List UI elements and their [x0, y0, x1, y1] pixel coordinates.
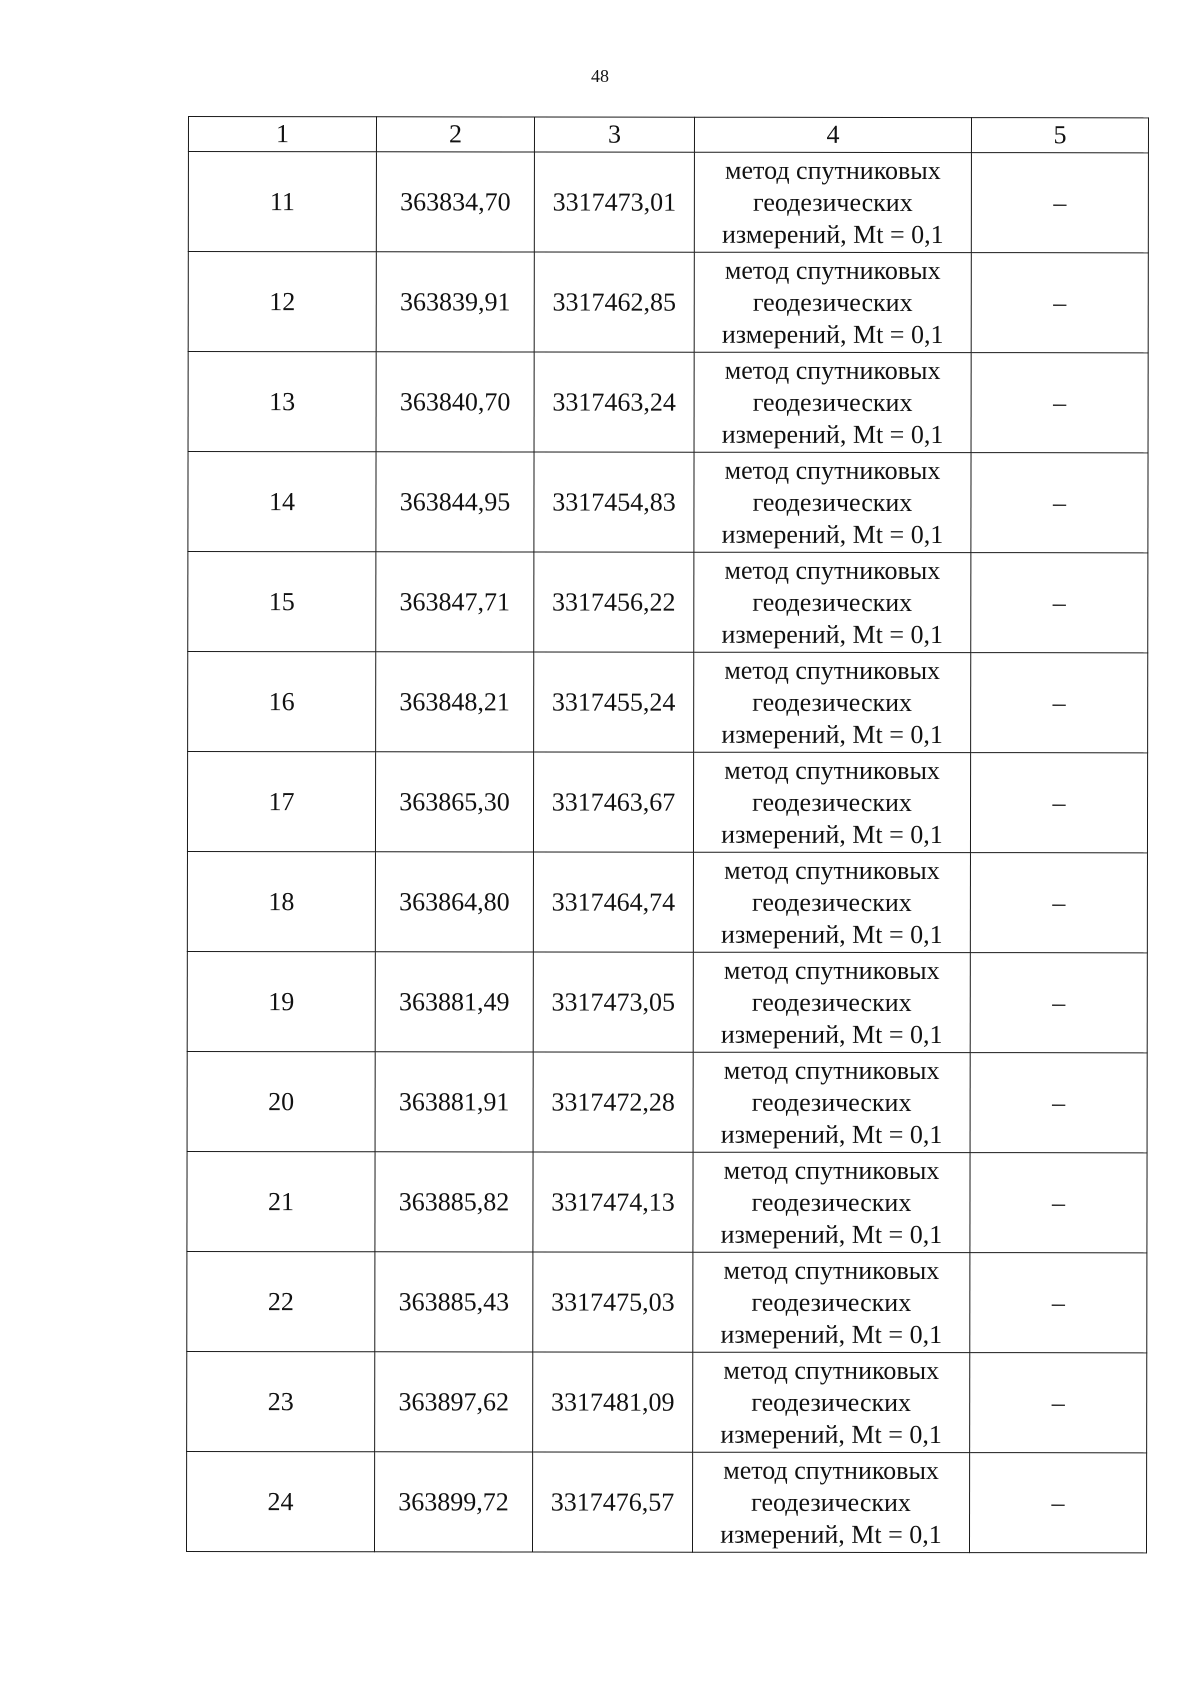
method-text-line: измерений, Mt = 0,1 [720, 1219, 943, 1249]
point-number-cell: 12 [188, 252, 376, 352]
header-row [188, 117, 1148, 153]
method-text-line: геодезических [752, 687, 913, 717]
method-cell [693, 1052, 970, 1152]
table-body [186, 152, 1148, 1553]
method-cell [694, 452, 971, 552]
note-cell: – [971, 253, 1148, 353]
method-text-line: метод спутниковых [724, 555, 941, 585]
method-cell [694, 552, 971, 652]
method-cell [693, 752, 970, 852]
note-cell: – [969, 1453, 1146, 1553]
note-cell: – [971, 653, 1148, 753]
x-coordinate-cell: 363899,72 [374, 1452, 532, 1552]
note-cell: – [971, 553, 1148, 653]
y-coordinate-cell: 3317474,13 [533, 1152, 693, 1252]
x-coordinate-cell: 363847,71 [376, 552, 534, 652]
y-coordinate-cell: 3317462,85 [534, 252, 694, 352]
x-coordinate-cell: 363897,62 [375, 1352, 533, 1452]
method-cell [694, 252, 971, 352]
x-coordinate-cell: 363848,21 [376, 652, 534, 752]
table-row [187, 1051, 1147, 1152]
y-coordinate-cell: 3317472,28 [533, 1052, 693, 1152]
table-row [187, 852, 1147, 953]
y-coordinate-cell: 3317464,74 [533, 852, 693, 952]
method-text-line: измерений, Mt = 0,1 [721, 519, 944, 549]
method-text-line: метод спутниковых [723, 1255, 940, 1285]
table-row [187, 1151, 1147, 1252]
method-text-line: геодезических [752, 787, 912, 817]
note-cell: – [970, 1253, 1147, 1353]
point-number-cell: 13 [188, 352, 376, 452]
method-text-line: геодезических [752, 287, 913, 317]
note-cell: – [970, 1353, 1147, 1453]
method-text-line: измерений, Mt = 0,1 [721, 319, 944, 349]
y-coordinate-cell: 3317473,01 [534, 152, 694, 252]
table-row [186, 1451, 1146, 1552]
table-row [187, 752, 1147, 853]
page-number: 48 [591, 66, 609, 86]
method-text-line: метод спутниковых [723, 1055, 940, 1085]
point-number-cell: 15 [188, 552, 376, 652]
method-text-line: геодезических [751, 1087, 912, 1117]
x-coordinate-cell: 363885,43 [375, 1252, 533, 1352]
method-text-line: геодезических [752, 887, 912, 917]
method-text-line: метод спутниковых [723, 1155, 940, 1185]
method-text-line: метод спутниковых [724, 255, 941, 285]
method-text-line: метод спутниковых [724, 855, 940, 885]
y-coordinate-cell: 3317456,22 [534, 552, 694, 652]
method-cell [693, 852, 970, 952]
method-text-line: измерений, Mt = 0,1 [720, 1119, 943, 1149]
point-number-cell: 19 [187, 951, 375, 1051]
y-coordinate-cell: 3317455,24 [534, 652, 694, 752]
column-header: 3 [534, 117, 694, 152]
note-cell: – [970, 953, 1147, 1053]
point-number-cell: 21 [187, 1151, 375, 1251]
note-cell: – [971, 353, 1148, 453]
table-row [188, 152, 1148, 253]
column-header: 1 [188, 117, 376, 152]
note-cell: – [970, 1053, 1147, 1153]
table-row [188, 652, 1148, 753]
method-text-line: метод спутниковых [725, 155, 941, 185]
method-cell [694, 652, 971, 752]
method-text-line: измерений, Mt = 0,1 [721, 919, 943, 949]
x-coordinate-cell: 363881,91 [375, 1052, 533, 1152]
column-header: 2 [376, 117, 534, 152]
method-text-line: метод спутниковых [723, 1355, 940, 1385]
method-text-line: метод спутниковых [724, 755, 940, 785]
method-text-line: измерений, Mt = 0,1 [721, 619, 944, 649]
x-coordinate-cell: 363844,95 [376, 452, 534, 552]
point-number-cell: 11 [188, 152, 376, 252]
note-cell: – [970, 753, 1147, 853]
table-row [187, 951, 1147, 1052]
method-cell [693, 1352, 970, 1452]
method-text-line: геодезических [751, 1387, 912, 1417]
method-text-line: измерений, Mt = 0,1 [721, 419, 944, 449]
note-cell: – [970, 853, 1147, 953]
y-coordinate-cell: 3317475,03 [533, 1252, 693, 1352]
point-number-cell: 18 [187, 852, 375, 952]
method-cell [694, 352, 971, 452]
point-number-cell: 24 [186, 1451, 374, 1551]
table-row [188, 452, 1148, 553]
method-text-line: геодезических [751, 987, 912, 1017]
table-row [187, 1251, 1147, 1352]
method-text-line: метод спутниковых [724, 355, 941, 385]
method-text-line: измерений, Mt = 0,1 [722, 219, 944, 249]
method-cell [693, 1152, 970, 1252]
method-text-line: геодезических [752, 487, 913, 517]
x-coordinate-cell: 363840,70 [376, 352, 534, 452]
x-coordinate-cell: 363864,80 [375, 852, 533, 952]
method-text-line: метод спутниковых [724, 455, 941, 485]
method-cell [693, 952, 970, 1052]
table-row [188, 352, 1148, 453]
x-coordinate-cell: 363885,82 [375, 1152, 533, 1252]
method-text-line: измерений, Mt = 0,1 [720, 1019, 943, 1049]
method-text-line: метод спутниковых [723, 955, 940, 985]
y-coordinate-cell: 3317473,05 [533, 952, 693, 1052]
method-text-line: метод спутниковых [723, 1455, 939, 1485]
method-cell [693, 1252, 970, 1352]
coordinates-table [186, 116, 1149, 1553]
point-number-cell: 14 [188, 452, 376, 552]
column-header: 5 [971, 118, 1148, 153]
method-cell [692, 1452, 969, 1552]
y-coordinate-cell: 3317454,83 [534, 452, 694, 552]
method-text-line: измерений, Mt = 0,1 [720, 1419, 942, 1449]
method-text-line: метод спутниковых [724, 655, 941, 685]
method-text-line: геодезических [751, 1487, 911, 1517]
x-coordinate-cell: 363881,49 [375, 952, 533, 1052]
method-text-line: измерений, Mt = 0,1 [721, 719, 943, 749]
y-coordinate-cell: 3317476,57 [532, 1452, 692, 1552]
y-coordinate-cell: 3317463,67 [533, 752, 693, 852]
method-text-line: измерений, Mt = 0,1 [720, 1519, 942, 1549]
method-text-line: измерений, Mt = 0,1 [721, 819, 943, 849]
column-header: 4 [694, 117, 971, 152]
method-text-line: геодезических [751, 1287, 912, 1317]
x-coordinate-cell: 363834,70 [376, 152, 534, 252]
point-number-cell: 17 [187, 752, 375, 852]
method-text-line: измерений, Mt = 0,1 [720, 1319, 943, 1349]
note-cell: – [971, 153, 1148, 253]
table-row [188, 252, 1148, 353]
method-cell [694, 152, 971, 252]
table-row [188, 552, 1148, 653]
point-number-cell: 23 [187, 1351, 375, 1451]
method-text-line: геодезических [752, 387, 913, 417]
method-text-line: геодезических [751, 1187, 912, 1217]
note-cell: – [971, 453, 1148, 553]
point-number-cell: 22 [187, 1251, 375, 1351]
y-coordinate-cell: 3317463,24 [534, 352, 694, 452]
point-number-cell: 16 [188, 652, 376, 752]
note-cell: – [970, 1153, 1147, 1253]
point-number-cell: 20 [187, 1051, 375, 1151]
method-text-line: геодезических [752, 187, 913, 217]
table-row [187, 1351, 1147, 1452]
y-coordinate-cell: 3317481,09 [533, 1352, 693, 1452]
x-coordinate-cell: 363839,91 [376, 252, 534, 352]
method-text-line: геодезических [752, 587, 913, 617]
x-coordinate-cell: 363865,30 [375, 752, 533, 852]
